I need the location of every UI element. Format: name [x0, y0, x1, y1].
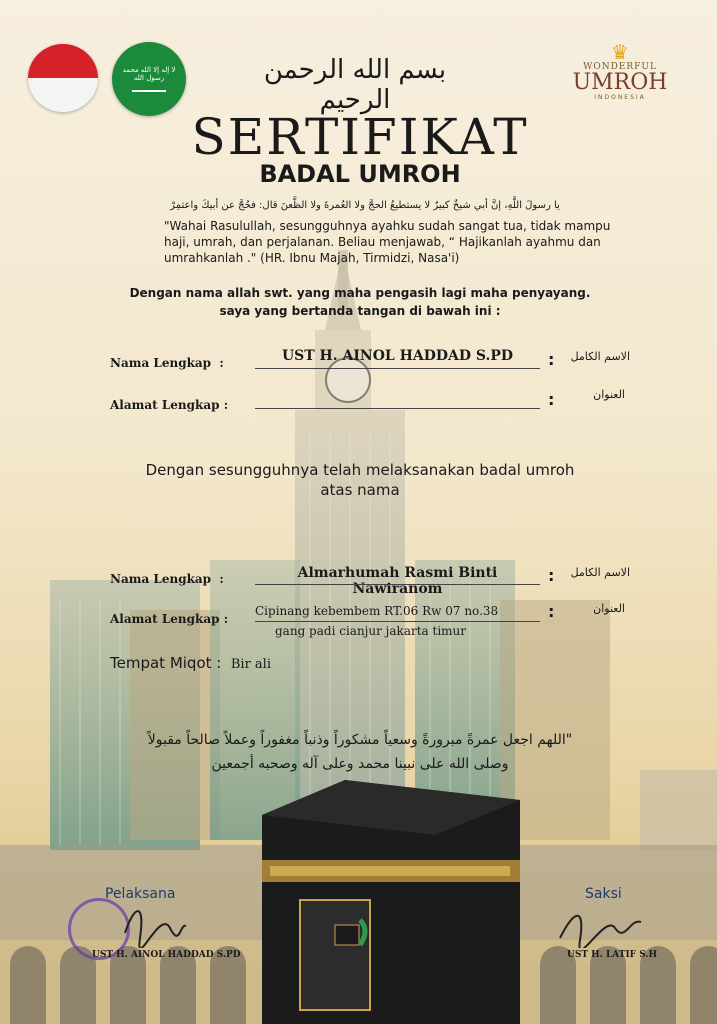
logo-bottom-text: INDONESIA	[594, 94, 646, 101]
saudi-flag-shahada: لا إله إلا الله محمد رسول الله	[122, 66, 176, 82]
crown-icon: ♛	[611, 40, 629, 64]
prayer-line-1: "اللهم اجعل عمرةً مبرورةً وسعياً مشكوراً وذنباً مغفوراً وعملاً صالحاً مقبولاً	[147, 732, 573, 748]
section1-name-label: Nama Lengkap :	[110, 356, 224, 370]
page-title: SERTIFIKAT	[191, 108, 529, 166]
colon: :	[548, 350, 555, 369]
section2-name-value: Almarhumah Rasmi Binti Nawiranom	[297, 565, 498, 597]
miqot-value: Bir ali	[230, 657, 271, 672]
intro-line-2: saya yang bertanda tangan di bawah ini :	[219, 304, 501, 318]
section1-name-value: UST H. AINOL HADDAD S.PD	[281, 348, 514, 364]
saudi-flag-icon	[112, 42, 186, 116]
bismillah-calligraphy: بسم الله الرحمن الرحيم	[263, 55, 447, 115]
statement-text	[100, 460, 620, 500]
signature-left-icon	[120, 898, 190, 948]
section1-name-arabic: الاسم الكامل	[570, 350, 630, 363]
logo-main-text: UMROH	[572, 70, 668, 95]
section2-address-line-2: gang padi cianjur jakarta timur	[275, 624, 467, 638]
page-subtitle: BADAL UMROH	[259, 160, 461, 188]
section2-name-arabic: الاسم الكامل	[570, 566, 630, 579]
hadith-arabic: يا رسولَ اللَّهِ، إنَّ أبي شيخٌ كبيرٌ لا يستطيعُ الحجَّ ولا العُمرةَ ولا الظَّعنَ قال: فحُجَّ عن أبيكَ واعتمِرْ	[170, 200, 560, 211]
section2-name-label: Nama Lengkap :	[110, 572, 224, 586]
colon: :	[548, 566, 555, 585]
section1-name-underline	[255, 368, 540, 369]
section1-address-label: Alamat Lengkap :	[110, 398, 229, 412]
miqot-row: Tempat Miqot : Bir ali	[110, 654, 271, 672]
section2-name-underline	[255, 584, 540, 585]
hadith-line-2: haji, umrah, dan perjalanan. Beliau menjawab, “ Hajikanlah ayahmu dan	[164, 235, 601, 249]
section2-address-line-1: Cipinang kebembem RT.06 Rw 07 no.38	[255, 604, 499, 618]
hadith-translation	[164, 218, 624, 266]
hadith-line-1: "Wahai Rasulullah, sesungguhnya ayahku sudah sangat tua, tidak mampu	[164, 219, 611, 233]
section2-address-label: Alamat Lengkap :	[110, 612, 229, 626]
intro-text	[80, 284, 640, 320]
signature-left-title: Pelaksana	[105, 886, 176, 902]
logo-top-text: WONDERFUL	[583, 62, 657, 72]
prayer-line-2: وصلى الله على نبينا محمد وعلى آله وصحبه أجمعين	[211, 756, 509, 772]
indonesia-flag-icon	[28, 44, 98, 112]
section1-address-underline	[255, 408, 540, 409]
section2-address-arabic: العنوان	[593, 602, 625, 615]
intro-line-1: Dengan nama allah swt. yang maha pengasih lagi maha penyayang.	[129, 286, 591, 300]
hadith-line-3: umrahkanlah ." (HR. Ibnu Majah, Tirmidzi, Nasa'i)	[164, 251, 460, 265]
signature-right-name: UST H. LATIF S.H	[567, 950, 658, 960]
kaaba-emblem-icon	[330, 910, 370, 950]
signature-left-name: UST H. AINOL HADDAD S.PD	[92, 950, 241, 960]
statement-line-1: Dengan sesungguhnya telah melaksanakan badal umroh	[145, 461, 575, 479]
miqot-label: Tempat Miqot	[110, 654, 212, 672]
signature-right-icon	[555, 898, 645, 948]
statement-line-2: atas nama	[320, 481, 400, 499]
colon: :	[548, 390, 555, 409]
prayer-arabic	[100, 728, 620, 776]
section1-address-arabic: العنوان	[593, 388, 625, 401]
section2-address-underline	[255, 621, 540, 622]
wonderful-umroh-logo	[560, 42, 680, 101]
colon: :	[548, 602, 555, 621]
signature-right-title: Saksi	[585, 886, 622, 902]
